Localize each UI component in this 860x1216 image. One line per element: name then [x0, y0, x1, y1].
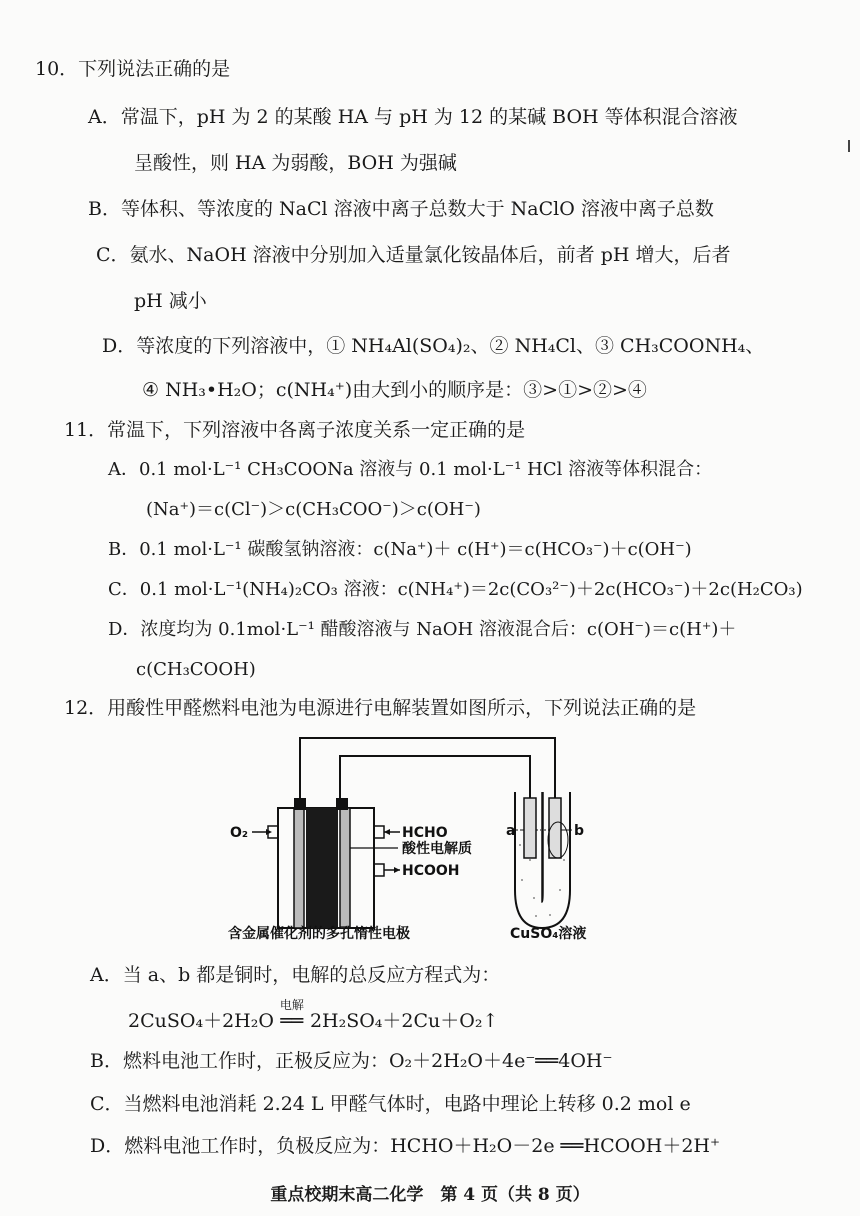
label-a: a [506, 823, 516, 839]
electrolysis-arrow: 电解 ══ [274, 1008, 310, 1034]
q10-option-b: B．等体积、等浓度的 NaCl 溶液中离子总数大于 NaClO 溶液中离子总数 [88, 198, 714, 220]
terminal-right [336, 798, 348, 810]
electrolysis-condition: 电解 [279, 998, 304, 1012]
q10-stem: 10．下列说法正确的是 [35, 58, 231, 80]
caption-electrode: 含金属催化剂的多孔惰性电极 [228, 926, 410, 942]
caption-cuso4: CuSO₄溶液 [510, 926, 587, 942]
q12-stem: 12．用酸性甲醛燃料电池为电源进行电解装置如图所示，下列说法正确的是 [64, 697, 697, 719]
q10-option-d-line2: ④ NH₃•H₂O；c(NH₄⁺)由大到小的顺序是：③>①>②>④ [142, 379, 647, 401]
label-hcooh: HCOOH [402, 863, 460, 879]
electrolyte-region [306, 808, 338, 928]
electrolysis-diagram [220, 730, 620, 945]
q11-option-a-line2: (Na⁺)＝c(Cl⁻)＞c(CH₃COO⁻)＞c(OH⁻) [146, 499, 481, 520]
electrode-left [294, 808, 304, 928]
q12-option-c: C．当燃料电池消耗 2.24 L 甲醛气体时，电路中理论上转移 0.2 mol e [90, 1093, 691, 1115]
q10-option-d-line1: D．等浓度的下列溶液中，① NH₄Al(SO₄)₂、② NH₄Cl、③ CH₃COONH₄、 [102, 335, 765, 357]
electrode-right [340, 808, 350, 928]
q11-option-b: B．0.1 mol·L⁻¹ 碳酸氢钠溶液：c(Na⁺)＋ c(H⁺)＝c(HCO₃⁻)＋c(OH⁻) [108, 539, 692, 560]
equation-reactants: 2CuSO₄＋2H₂O [128, 1010, 274, 1032]
electrode-a [524, 798, 536, 858]
q12-option-a-equation [128, 998, 499, 1034]
q10-option-c-line1: C．氨水、NaOH 溶液中分别加入适量氯化铵晶体后，前者 pH 增大，后者 [96, 244, 731, 266]
page-footer: 重点校期末高二化学 第 4 页（共 8 页） [270, 1185, 590, 1205]
port-hcho [374, 826, 384, 838]
q11-option-a-line1: A．0.1 mol·L⁻¹ CH₃COONa 溶液与 0.1 mol·L⁻¹ HCl 溶液等体积混合： [108, 459, 713, 480]
equation-products: 2H₂SO₄＋2Cu＋O₂↑ [309, 1010, 499, 1032]
wire-outer [300, 738, 555, 798]
margin-mark [848, 140, 850, 152]
u-tube-inner [542, 792, 543, 902]
q11-option-d-line1: D．浓度均为 0.1mol·L⁻¹ 醋酸溶液与 NaOH 溶液混合后：c(OH⁻)＝c(H⁺)＋ [108, 619, 737, 640]
label-b: b [574, 823, 585, 839]
q12-option-d: D．燃料电池工作时，负极反应为：HCHO＋H₂O－2e ══HCOOH＋2H⁺ [90, 1135, 721, 1157]
terminal-left [294, 798, 306, 810]
q11-stem: 11．常温下，下列溶液中各离子浓度关系一定正确的是 [64, 419, 526, 441]
q10-option-c-line2: pH 减小 [134, 290, 207, 312]
q12-option-b: B．燃料电池工作时，正极反应为：O₂＋2H₂O＋4e⁻══4OH⁻ [90, 1050, 613, 1072]
label-hcho: HCHO [402, 825, 448, 841]
q10-option-a-line2: 呈酸性，则 HA 为弱酸，BOH 为强碱 [134, 152, 457, 174]
wire-inner [340, 756, 530, 798]
port-hcooh [374, 864, 384, 876]
label-electrolyte: 酸性电解质 [402, 841, 472, 857]
q10-option-a-line1: A．常温下，pH 为 2 的某酸 HA 与 pH 为 12 的某碱 BOH 等体积混合溶液 [88, 106, 738, 128]
q11-option-c: C．0.1 mol·L⁻¹(NH₄)₂CO₃ 溶液：c(NH₄⁺)＝2c(CO₃²⁻)＋2c(HCO₃⁻)＋2c(H₂CO₃) [108, 579, 803, 600]
q11-option-d-line2: c(CH₃COOH) [136, 659, 256, 680]
q12-option-a-line1: A．当 a、b 都是铜时，电解的总反应方程式为： [90, 964, 501, 986]
label-o2: O₂ [230, 825, 249, 841]
